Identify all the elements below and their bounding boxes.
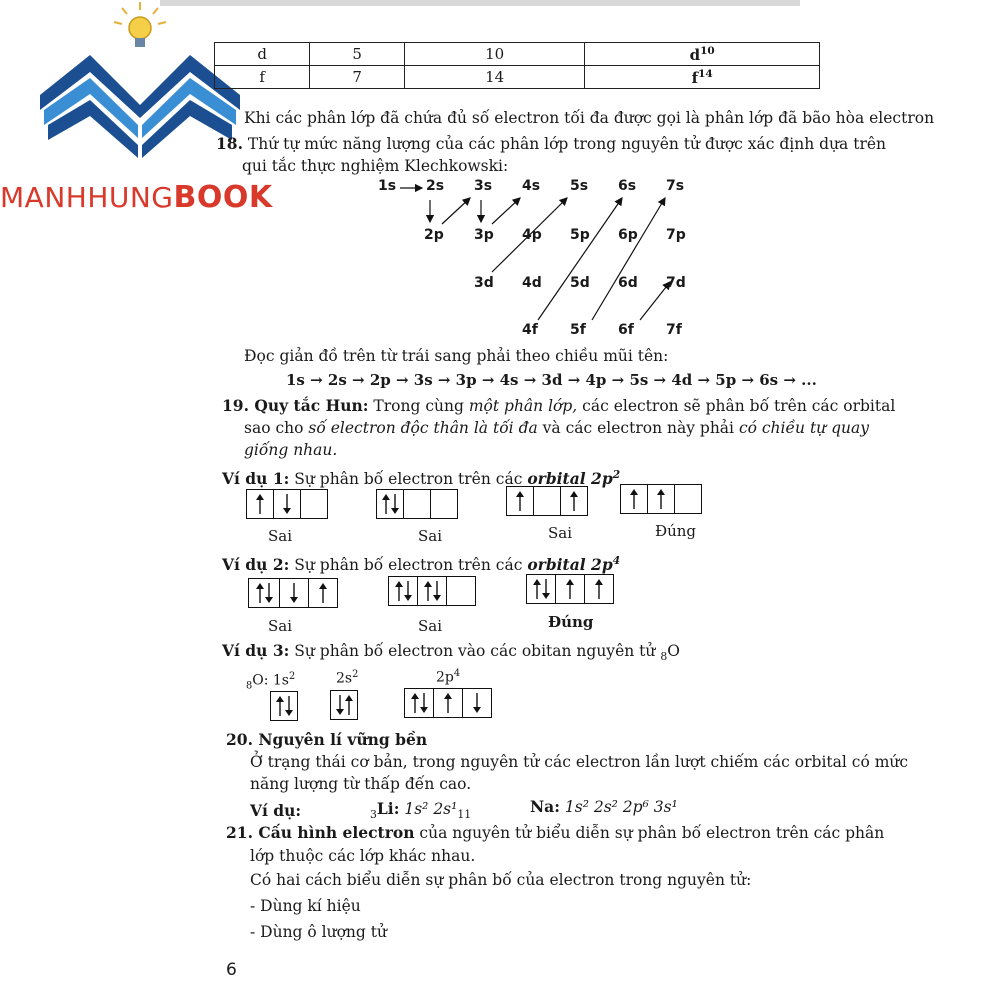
up-arrow-icon — [395, 580, 403, 602]
orbital-cell — [405, 689, 434, 717]
down-arrow-icon — [285, 695, 293, 717]
sublevel-3s: 3s — [474, 178, 493, 194]
orbital-cell — [585, 575, 613, 603]
down-arrow-icon — [420, 692, 428, 714]
section-21-line3: Có hai cách biểu diễn sự phân bố của electron trong nguyên tử: — [250, 871, 752, 889]
up-arrow-icon — [533, 578, 541, 600]
orbital-box-ex1-a — [246, 489, 328, 519]
sublevel-2p: 2p — [424, 227, 444, 243]
orbital-cell — [621, 485, 648, 513]
sublevel-5p: 5p — [570, 227, 590, 243]
sublevel-4f: 4f — [522, 322, 538, 338]
up-arrow-icon — [256, 582, 264, 604]
sublevel-4d: 4d — [522, 275, 542, 291]
orbital-cell — [274, 490, 301, 518]
orbital-box-ex2-c — [526, 574, 614, 604]
s19-text: và các electron này phải — [542, 419, 734, 437]
order-item: 6s — [759, 371, 779, 389]
up-arrow-icon — [255, 493, 265, 515]
cfg-sup: 10 — [700, 44, 715, 57]
sup: 2 — [288, 671, 296, 682]
section-18-line1 — [216, 134, 886, 154]
orbital-box-ex1-c — [506, 486, 588, 516]
sublevel-5s: 5s — [570, 178, 589, 194]
section-20-example-label: Ví dụ: — [250, 801, 302, 820]
o-2s-label — [336, 665, 358, 689]
orbital-label: orbital 2p — [527, 555, 613, 575]
arrow-4f-6s — [538, 198, 622, 320]
orbital-cell — [556, 575, 585, 603]
atom-number: 8 — [246, 680, 253, 692]
bullet-1: - Dùng kí hiệu — [250, 897, 361, 915]
section-18-line2: qui tắc thực nghiệm Klechkowski: — [242, 157, 509, 175]
li-config — [370, 799, 471, 825]
label: 2p — [436, 669, 454, 686]
up-arrow-icon — [424, 580, 432, 602]
li-cfg: 1s² 2s¹ — [404, 800, 458, 818]
o-2p-label — [436, 664, 460, 688]
sublevel-3p: 3p — [474, 227, 494, 243]
example-label: Ví dụ 2: — [222, 555, 290, 575]
orbital-cell — [377, 490, 404, 518]
subshell-table — [214, 42, 820, 89]
section-20-line1: Ở trạng thái cơ bản, trong nguyên tử các electron lần lượt chiếm các orbital có mức — [250, 753, 909, 771]
up-arrow-icon — [656, 488, 666, 510]
down-arrow-icon — [542, 578, 550, 600]
section-19-line3: giống nhau. — [244, 441, 338, 459]
orbital-cell — [431, 490, 457, 518]
down-arrow-icon — [282, 493, 292, 515]
li-symbol: Li: — [376, 799, 400, 818]
li-tail: 11 — [457, 808, 472, 822]
caption: Sai — [548, 524, 573, 542]
orbital-cell — [648, 485, 675, 513]
up-arrow-icon — [276, 695, 284, 717]
orbital-cell — [675, 485, 701, 513]
order-item: 4p — [585, 371, 607, 389]
down-arrow-icon — [433, 580, 441, 602]
up-arrow-icon — [318, 582, 328, 604]
down-arrow-icon — [289, 582, 299, 604]
order-item: ... — [801, 371, 817, 389]
example-orbital — [527, 555, 620, 574]
orbital-cell — [434, 689, 463, 717]
orbital-cell — [534, 487, 561, 515]
table-cell — [585, 66, 820, 89]
sublevel-1s: 1s — [378, 178, 397, 194]
brand-part2: BOOK — [173, 180, 273, 215]
up-arrow-icon — [565, 578, 575, 600]
up-arrow-icon — [411, 692, 419, 714]
s19-text: một phân lớp, — [468, 397, 578, 415]
caption: Sai — [418, 617, 443, 635]
orbital-box-2s — [330, 690, 358, 720]
table-row — [215, 66, 820, 89]
table-cell: 7 — [310, 66, 405, 89]
order-item: 2p — [369, 371, 391, 389]
s19-text: Trong cùng — [373, 397, 464, 415]
sublevel-7p: 7p — [666, 227, 686, 243]
up-arrow-icon — [345, 694, 353, 716]
order-item: 3s — [413, 371, 433, 389]
atom-number: 8 — [660, 650, 668, 664]
section-18-number: 18. — [216, 134, 243, 153]
orbital-box-ex1-d — [620, 484, 702, 514]
bullet-2: - Dùng ô lượng tử — [250, 923, 387, 941]
section-21-title: 21. Cấu hình electron — [226, 823, 415, 842]
sublevel-6d: 6d — [618, 275, 638, 291]
up-arrow-icon — [629, 488, 639, 510]
order-item: 5p — [715, 371, 737, 389]
up-arrow-icon — [569, 490, 579, 512]
na-config — [530, 797, 678, 817]
section-20-title: 20. Nguyên lí vững bền — [226, 730, 428, 749]
orbital-box-ex2-a — [248, 578, 338, 608]
saturated-note: Khi các phân lớp đã chứa đủ số electron tối đa được gọi là phân lớp đã bão hòa electron — [244, 109, 935, 127]
up-arrow-icon — [382, 493, 390, 515]
example-text: Sự phân bố electron trên các — [294, 470, 523, 489]
table-cell — [585, 43, 820, 66]
arrow-3p-4s — [492, 198, 520, 224]
order-item: 2s — [327, 371, 347, 389]
orbital-label: orbital 2p — [527, 469, 613, 489]
orbital-sup: 4 — [612, 554, 621, 567]
orbital-cell — [271, 692, 297, 720]
orbital-cell — [404, 490, 431, 518]
atom-symbol: O — [667, 642, 680, 660]
sublevel-5f: 5f — [570, 322, 586, 338]
read-note: Đọc giản đồ trên từ trái sang phải theo chiều mũi tên: — [244, 347, 669, 365]
orbital-cell — [447, 577, 475, 605]
orbital-cell — [389, 577, 418, 605]
order-item: 4d — [671, 371, 693, 389]
caption: Đúng — [548, 613, 594, 631]
caption: Sai — [268, 527, 293, 545]
energy-order: 1s → 2s → 2p → 3s → 3p → 4s → 3d → 4p → 5s → 4d → 5p → 6s → ... — [286, 371, 817, 389]
orbital-cell — [301, 490, 327, 518]
up-arrow-icon — [594, 578, 604, 600]
up-arrow-icon — [443, 692, 453, 714]
caption: Đúng — [655, 522, 697, 540]
sublevel-7f: 7f — [666, 322, 682, 338]
caption: Sai — [268, 617, 293, 635]
label: 2s — [336, 670, 353, 687]
orbital-cell — [309, 579, 337, 607]
up-arrow-icon — [515, 490, 525, 512]
orbital-box-2p — [404, 688, 492, 718]
order-item: 5s — [629, 371, 649, 389]
s19-text: số electron độc thân là tối đa — [308, 419, 538, 437]
cfg-base: d — [689, 45, 701, 64]
example-label: Ví dụ 3: — [222, 641, 290, 660]
sublevel-7s: 7s — [666, 178, 685, 194]
table-cell: d — [215, 43, 310, 66]
cfg-sup: 14 — [698, 67, 713, 80]
orbital-box-1s — [270, 691, 298, 721]
section-19-line1 — [222, 396, 895, 416]
orbital-box-ex1-b — [376, 489, 458, 519]
s19-text: có chiều tự quay — [738, 419, 869, 437]
na-symbol: Na: — [530, 797, 560, 816]
orbital-cell — [527, 575, 556, 603]
table-cell: 10 — [404, 43, 584, 66]
table-row — [215, 43, 820, 66]
sup: 2 — [352, 669, 359, 680]
orbital-sup: 2 — [612, 468, 621, 481]
orbital-box-ex2-b — [388, 576, 476, 606]
down-arrow-icon — [472, 692, 482, 714]
s19-text: sao cho — [244, 419, 304, 437]
order-item: 1s — [286, 371, 305, 389]
orbital-cell — [331, 691, 357, 719]
page-number: 6 — [226, 960, 237, 980]
sublevel-6f: 6f — [618, 322, 634, 338]
example-text: Sự phân bố electron trên các — [294, 556, 523, 575]
orbital-cell — [280, 579, 309, 607]
orbital-cell — [249, 579, 280, 607]
down-arrow-icon — [404, 580, 412, 602]
arrow-2p-3s — [442, 198, 470, 224]
section-21-text: của nguyên tử biểu diễn sự phân bố electron trên các phân — [419, 824, 885, 842]
klechkowski-arrows — [360, 172, 720, 342]
down-arrow-icon — [391, 493, 399, 515]
order-item: 3p — [455, 371, 477, 389]
orbital-cell — [507, 487, 534, 515]
section-20-line2: năng lượng từ thấp đến cao. — [250, 775, 472, 793]
sup: 4 — [453, 668, 461, 679]
example-text: Sự phân bố electron vào các obitan nguyên tử — [294, 642, 656, 660]
caption: Sai — [418, 527, 443, 545]
section-19-line2 — [244, 418, 869, 438]
atom-number: 3 — [370, 808, 377, 822]
section-19-title: 19. Quy tắc Hun: — [222, 396, 369, 415]
sublevel-4s: 4s — [522, 178, 541, 194]
section-18-text: Thứ tự mức năng lượng của các phân lớp trong nguyên tử được xác định dựa trên — [247, 135, 887, 153]
orbital-cell — [418, 577, 447, 605]
brand-logo-text — [0, 180, 273, 215]
section-21-line1 — [226, 823, 884, 843]
s19-text: các electron sẽ phân bố trên các orbital — [582, 397, 896, 415]
table-cell: 14 — [404, 66, 584, 89]
down-arrow-icon — [336, 694, 344, 716]
sublevel-3d: 3d — [474, 275, 494, 291]
brand-part1: MANHHUNG — [0, 181, 174, 214]
na-cfg: 1s² 2s² 2p⁶ 3s¹ — [564, 798, 678, 816]
orbital-cell — [247, 490, 274, 518]
sublevel-2s: 2s — [426, 178, 445, 194]
table-cell: 5 — [310, 43, 405, 66]
sublevel-6s: 6s — [618, 178, 637, 194]
example-2-heading — [222, 551, 620, 575]
orbital-cell — [463, 689, 491, 717]
order-item: 4s — [499, 371, 519, 389]
order-item: 3d — [541, 371, 563, 389]
sublevel-5d: 5d — [570, 275, 590, 291]
cfg-base: f — [691, 68, 699, 87]
sublevel-4p: 4p — [522, 227, 542, 243]
sublevel-6p: 6p — [618, 227, 638, 243]
down-arrow-icon — [265, 582, 273, 604]
sublevel-7d: 7d — [666, 275, 686, 291]
table-cell: f — [215, 66, 310, 89]
example-label: Ví dụ 1: — [222, 469, 290, 489]
o-label: O: 1s — [252, 672, 289, 689]
orbital-cell — [561, 487, 587, 515]
section-21-line2: lớp thuộc các lớp khác nhau. — [250, 847, 476, 865]
